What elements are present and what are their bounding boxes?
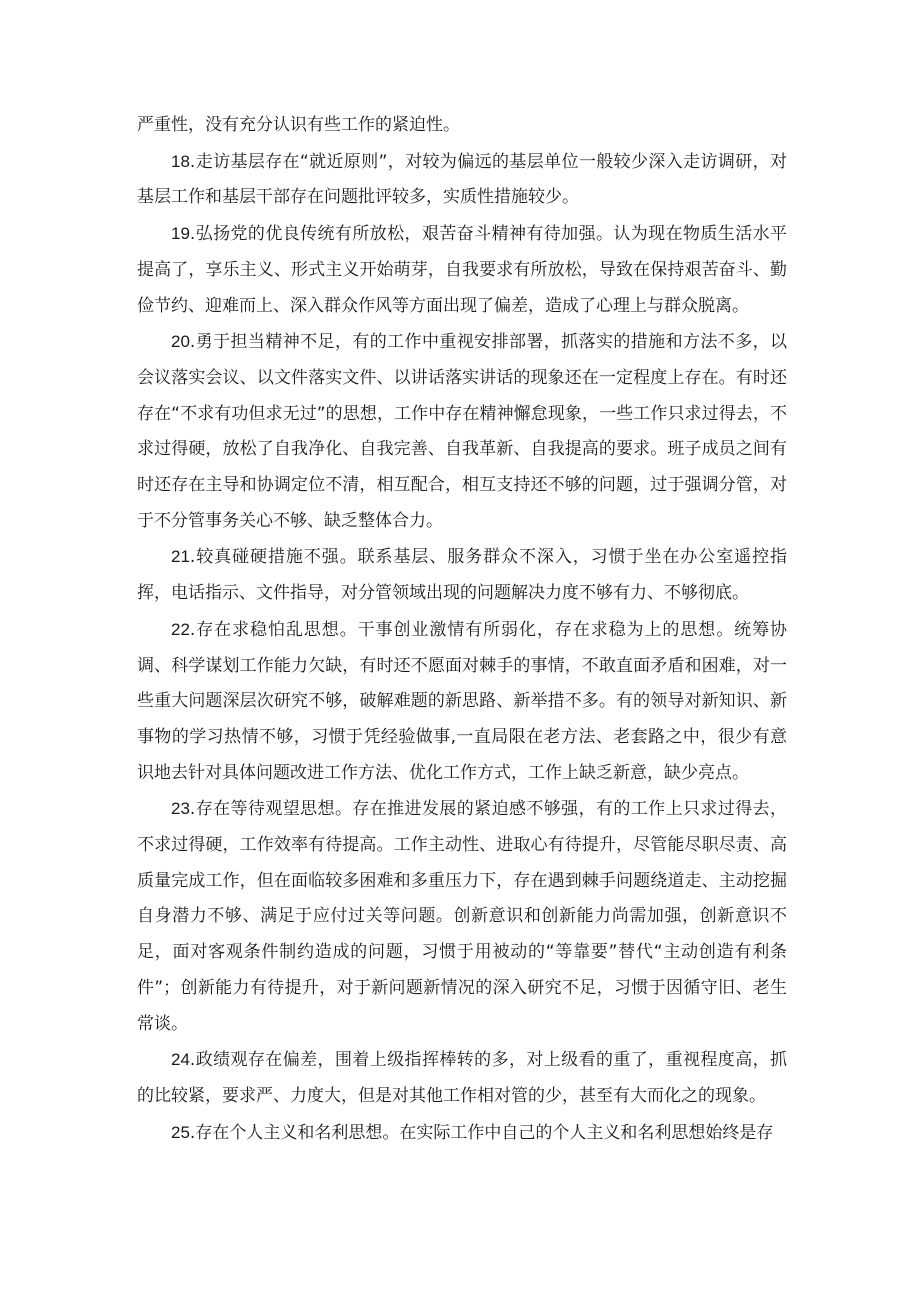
paragraph-20 <box>137 324 787 539</box>
paragraph-19 <box>137 216 787 324</box>
paragraph-continuation <box>137 108 787 144</box>
paragraph-number: 21 <box>171 547 190 567</box>
paragraph-text: .走访基层存在“就近原则”，对较为偏远的基层单位一般较少深入走访调研，对基层工作和基层干部存在问题批评较多，实质性措施较少。 <box>137 151 787 208</box>
paragraph-text: 严重性，没有充分认识有些工作的紧迫性。 <box>137 115 460 135</box>
paragraph-number: 25 <box>171 1122 190 1142</box>
paragraph-number: 18 <box>171 151 190 171</box>
paragraph-23 <box>137 791 787 1042</box>
paragraph-number: 19 <box>171 224 190 244</box>
paragraph-21 <box>137 539 787 611</box>
paragraph-text: .存在等待观望思想。存在推进发展的紧迫感不够强，有的工作上只求过得去，不求过得硬，工作效率有待提高。工作主动性、进取心有待提升，尽管能尽职尽责、高质量完成工作，但在面临较多困难和多重压力下，存在遇到棘手问题绕道走、主动挖掘自身潜力不够、满足于应付过关等问题。创新意识和创新能力尚需加强，创新意识不足，面对客观条件制约造成的问题，习惯于用被动的“等靠要”替代“主动创造有利条件”；创新能力有待提升，对于新问题新情况的深入研究不足，习惯于因循守旧、老生常谈。 <box>137 799 787 1034</box>
paragraph-22 <box>137 612 787 792</box>
paragraph-number: 22 <box>171 619 190 639</box>
paragraph-number: 20 <box>171 332 190 352</box>
document-body <box>137 108 787 1151</box>
paragraph-text: .勇于担当精神不足，有的工作中重视安排部署，抓落实的措施和方法不多，以会议落实会议、以文件落实文件、以讲话落实讲话的现象还在一定程度上存在。有时还存在“不求有功但求无过”的思想，工作中存在精神懈怠现象，一些工作只求过得去，不求过得硬，放松了自我净化、自我完善、自我革新、自我提高的要求。班子成员之间有时还存在主导和协调定位不清，相互配合，相互支持还不够的问题，过于强调分管，对于不分管事务关心不够、缺乏整体合力。 <box>137 332 787 531</box>
paragraph-25 <box>137 1115 787 1152</box>
paragraph-text: .弘扬党的优良传统有所放松，艰苦奋斗精神有待加强。认为现在物质生活水平提高了，享乐主义、形式主义开始萌芽，自我要求有所放松，导致在保持艰苦奋斗、勤俭节约、迎难而上、深入群众作风等方面出现了偏差，造成了心理上与群众脱离。 <box>137 224 787 316</box>
paragraph-text: .存在求稳怕乱思想。干事创业激情有所弱化，存在求稳为上的思想。统筹协调、科学谋划工作能力欠缺，有时还不愿面对棘手的事情，不敢直面矛盾和困难，对一些重大问题深层次研究不够，破解难题的新思路、新举措不多。有的领导对新知识、新事物的学习热情不够，习惯于凭经验做事,一直局限在老方法、老套路之中，很少有意识地去针对具体问题改进工作方法、优化工作方式，工作上缺乏新意，缺少亮点。 <box>137 619 787 783</box>
paragraph-text: .存在个人主义和名利思想。在实际工作中自己的个人主义和名利思想始终是存 <box>189 1122 774 1143</box>
paragraph-18 <box>137 144 787 216</box>
paragraph-number: 24 <box>171 1050 190 1070</box>
paragraph-text: .政绩观存在偏差，围着上级指挥棒转的多，对上级看的重了，重视程度高，抓的比较紧，要求严、力度大，但是对其他工作相对管的少，甚至有大而化之的现象。 <box>137 1050 787 1106</box>
paragraph-24 <box>137 1042 787 1114</box>
paragraph-text: .较真碰硬措施不强。联系基层、服务群众不深入，习惯于坐在办公室遥控指挥，电话指示、文件指导，对分管领域出现的问题解决力度不够有力、不够彻底。 <box>137 547 787 604</box>
paragraph-number: 23 <box>171 799 190 819</box>
